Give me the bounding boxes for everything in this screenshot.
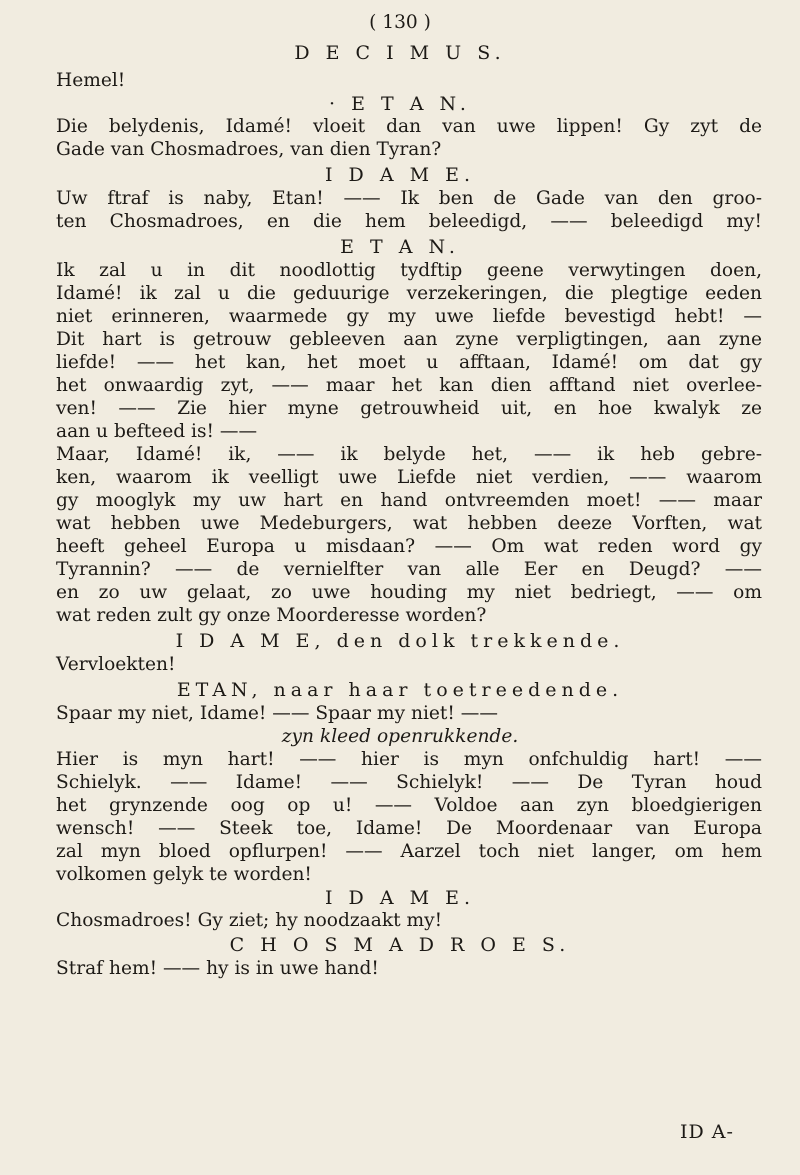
text-line: aan u befteed is! —— <box>56 421 258 442</box>
text-line: Ik zal u in dit noodlottig tydftip geene verwytingen doen, <box>56 260 762 281</box>
text-line: Idamé! ik zal u die geduurige verzekeringen, die plegtige eeden <box>56 283 762 304</box>
text-line: zal myn bloed opflurpen! —— Aarzel toch niet langer, om hem <box>56 841 762 862</box>
speaker-heading: I D A M E. <box>325 164 475 186</box>
speaker-heading: · E T A N. <box>329 93 471 115</box>
speaker-heading: ETAN, naar haar toetreedende. <box>176 679 624 701</box>
text-line: het onwaardig zyt, —— maar het kan dien afftand niet overlee- <box>56 375 762 396</box>
text-line: niet erinneren, waarmede gy my uwe liefde bevestigd hebt! — <box>56 306 762 327</box>
text-line: ten Chosmadroes, en die hem beleedigd, —— beleedigd my! <box>56 211 762 232</box>
speaker-heading: C H O S M A D R O E S. <box>229 934 571 956</box>
text-line: Chosmadroes! Gy ziet; hy noodzaakt my! <box>56 910 443 931</box>
text-line: Dit hart is getrouw gebleeven aan zyne verpligtingen, aan zyne <box>56 329 762 350</box>
speaker-heading: E T A N. <box>340 236 460 258</box>
text-line: Hier is myn hart! —— hier is myn onfchuldig hart! —— <box>56 749 762 770</box>
text-line: Gade van Chosmadroes, van dien Tyran? <box>56 139 442 160</box>
text-line: Hemel! <box>56 70 126 91</box>
text-line: wat hebben uwe Medeburgers, wat hebben deeze Vorften, wat <box>56 513 762 534</box>
text-line: ken, waarom ik veelligt uwe Liefde niet verdien, —— waarom <box>56 467 762 488</box>
text-line: Die belydenis, Idamé! vloeit dan van uwe lippen! Gy zyt de <box>56 116 762 137</box>
text-line: wensch! —— Steek toe, Idame! De Moordenaar van Europa <box>56 818 762 839</box>
text-line: heeft geheel Europa u misdaan? —— Om wat reden word gy <box>56 536 762 557</box>
text-line: Straf hem! —— hy is in uwe hand! <box>56 958 379 979</box>
text-line: Tyrannin? —— de vernielfter van alle Eer en Deugd? —— <box>56 559 762 580</box>
text-line: volkomen gelyk te worden! <box>56 864 312 885</box>
text-line: wat reden zult gy onze Moorderesse worden? <box>56 605 487 626</box>
speaker-heading: I D A M E, den dolk trekkende. <box>175 630 625 652</box>
speaker-heading: I D A M E. <box>325 887 475 909</box>
text-line: Spaar my niet, Idame! —— Spaar my niet! —— <box>56 703 498 724</box>
text-line: ven! —— Zie hier myne getrouwheid uit, en hoe kwalyk ze <box>56 398 762 419</box>
text-line: Vervloekten! <box>56 654 176 675</box>
page-number: ( 130 ) <box>369 12 431 33</box>
text-line: Maar, Idamé! ik, —— ik belyde het, —— ik heb gebre- <box>56 444 762 465</box>
text-line: gy mooglyk my uw hart en hand ontvreemden moet! —— maar <box>56 490 762 511</box>
text-line: liefde! —— het kan, het moet u afftaan, Idamé! om dat gy <box>56 352 762 373</box>
act-title: D E C I M U S. <box>294 42 506 64</box>
catchword: ID A- <box>680 1121 734 1143</box>
stage-direction: zyn kleed openrukkende. <box>281 726 519 747</box>
text-line: Schielyk. —— Idame! —— Schielyk! —— De Tyran houd <box>56 772 762 793</box>
text-line: Uw ftraf is naby, Etan! —— Ik ben de Gade van den groo- <box>56 188 762 209</box>
text-line: het grynzende oog op u! —— Voldoe aan zyn bloedgierigen <box>56 795 762 816</box>
text-line: en zo uw gelaat, zo uwe houding my niet bedriegt, —— om <box>56 582 762 603</box>
